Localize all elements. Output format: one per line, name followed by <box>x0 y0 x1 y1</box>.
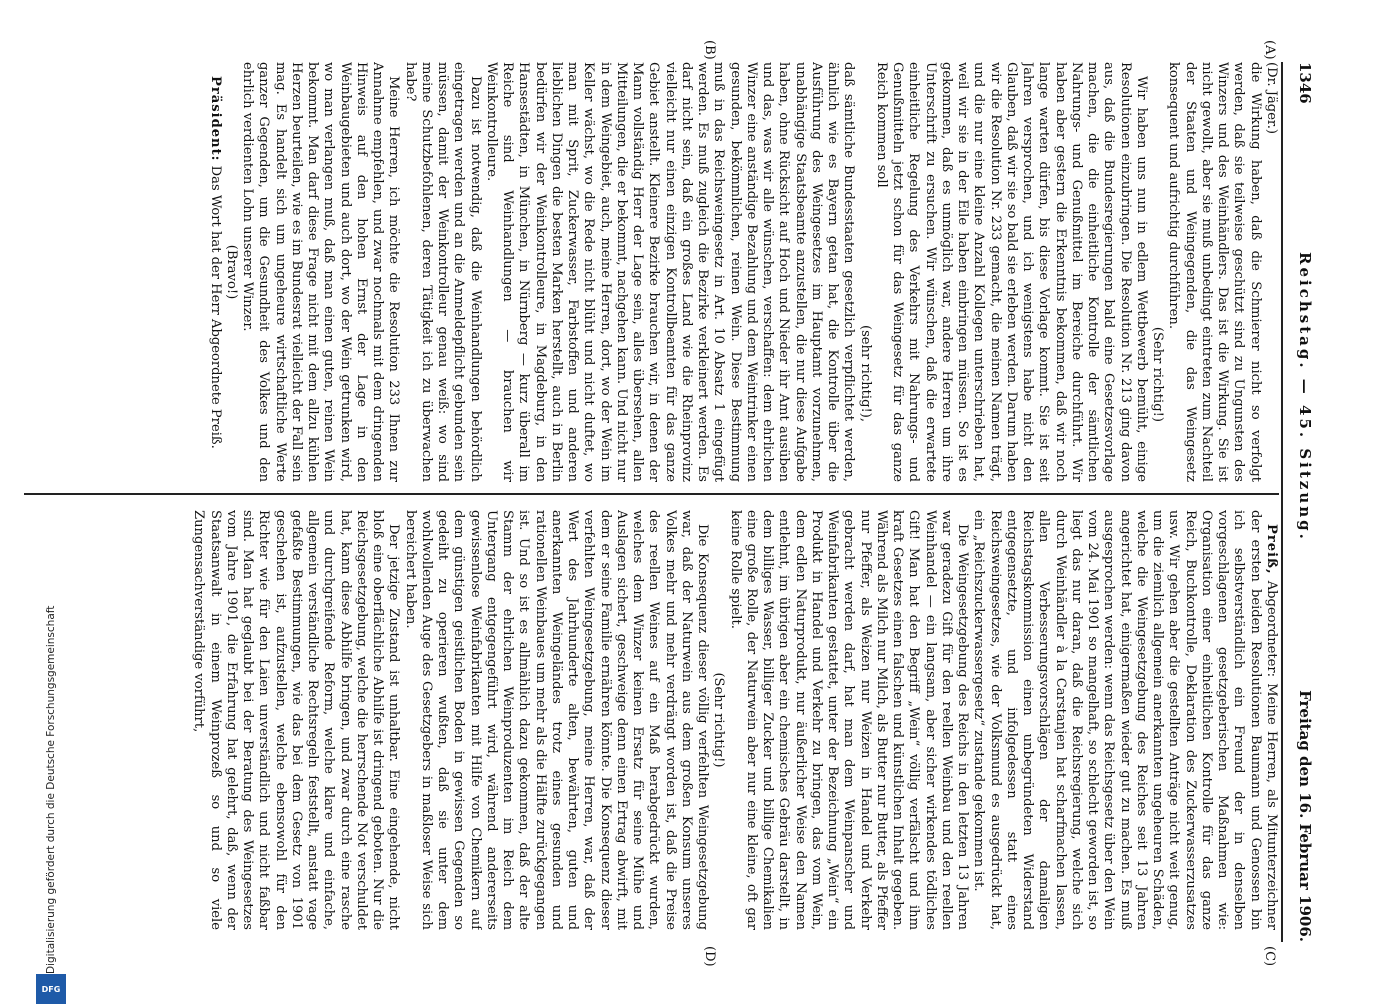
margin-mark-d: (D) <box>702 946 717 967</box>
paragraph: Dazu ist notwendig, daß die Weinhandlungen behördlich eingetragen werden und an die Anmeldepflicht gebunden sein müssen, damit der Weinkontrolleur genau weiß: wo sind meine Schutzbefohlenen, deren Tätigkeit ich zu überwachen habe? <box>402 62 483 482</box>
paragraph: Abgeordneter: Meine Herren, als Mitunterzeichner der ersten beiden Resolutionen Baumann und Genossen bin ich selbstverständlich ein Freund der in denselben vorgeschlagenen gesetzgeberischen Maßnahmen wie: Organisation einer einheitlichen Kontrolle für das ganze Reich, Buchkontrolle, Deklaration des Zuckerwasserzusatzes usw. Wir gehen aber die gestellten Anträge nicht weit genug, um die ziemlich allgemein anerkannten ungeheuren Schäden, welche die Weingesetzgebung des Reiches seit 13 Jahren angerichtet hat, einigermaßen wieder gut zu machen. Es muß ausgesprochen werden: wenn das Reichsgesetz über den Wein vom 24. Mai 1901 so mangelhaft, so schlecht geworden ist, so liegt das nur daran, daß die Reichsregierung, welche sich durch Weinhändler à la Carstanjen hat scharfmachen lassen, allen Verbesserungsvorschlägen der damaligen Reichstagskommission einen unbegründeten Widerstand entgegensetzte, und infolgedessen statt eines Reichsweingesetzes, wie der Volksmund es ausgedrückt hat, ein „Reichszuckerwassergesetz“ zustande gekommen ist. <box>971 510 1279 930</box>
left-column <box>27 62 1279 482</box>
paragraph: Die Weingesetzgebung des Reichs in den letzten 13 Jahren war geradezu Gift für den reellen Weinbau und den reellen Weinhandel — ein langsam, aber sicher wirkendes tödliches Gift! Man hat den Begriff „Wein“ völlig verfälscht und ihm kraft Gesetzes einen falschen und künstlichen Inhalt gegeben. Während als Milch nur Milch, als Butter nur Butter, als Pfeffer nur Pfeffer, als Weizen nur Weizen in Handel und Verkehr gebracht werden darf, hat man dem Weinpanscher und Weinfabrikanten gestattet, unter der Bezeichnung „Wein“ ein Produkt in Handel und Verkehr zu bringen, das vom Wein, dem edlen Naturprodukt, nur äußerlicher Weise den Namen entlehnt, im übrigen aber ein chemisches Gebräu darstellt, in dem billiges Wasser, billiger Zucker und billige Chemikalien eine große Rolle, der Naturwein aber nur eine kleine, oft gar keine Rolle spielt. <box>727 510 971 930</box>
speaker-label: Preiß, <box>1264 524 1279 575</box>
running-title: Reichstag. — 45. Sitzung. <box>1296 252 1314 542</box>
interjection: (sehr richtig!), <box>857 324 873 422</box>
paragraph: Meine Herren, ich möchte die Resolution 233 Ihnen zur Annahme empfehlen, und zwar nochmals mit dem dringenden Hinweis auf den hohen Ernst der Lage in den Weinbaugebieten und auch dort, wo der Wein getrunken wird, wo man verlangen muß, daß man einen guten, reinen Wein bekommt. Man darf diese Frage nicht mit dem allzu kühlen Herzen beurteilen, wie es im Bundesrat vielleicht der Fall sein mag. Es handelt sich um ungeheure wirtschaftliche Werte ganzer Gegenden, um die Gesundheit des Volkes und den ehrlich verdienten Lohn unserer Winzer. <box>240 62 402 482</box>
margin-mark-b: (B) <box>702 40 717 60</box>
margin-mark-a: (A) <box>1262 40 1277 60</box>
page-header <box>1285 62 1325 942</box>
paragraph: Das Wort hat der Herr Abgeordnete Preiß. <box>207 165 223 449</box>
interjection: (Bravo!) <box>224 244 239 300</box>
paragraph: die Wirkung haben, daß die Schmierer nicht so verfolgt werden, daß sie teilweise geschützt sind zu Ungunsten des Winzers und des Weinhändlers. Das ist die Wirkung. Sie ist nicht gewollt, aber sie muß unbedingt eintreten zum Nachteil der Staaten und Weingegenden, die das Weingesetz konsequent und aufrichtig durchführen. <box>1166 62 1263 482</box>
paragraph: Der jetzige Zustand ist unhaltbar. Eine eingehende, nicht bloß eine oberflächliche Abhilfe ist dringend geboten. Nur die Reichsgesetzgebung, welche die herrschende Not verschuldet hat, kann diese Abhilfe bringen, und zwar durch eine rasche und durchgreifende Reform, welche klare und einfache, allgemein verständliche Rechtsregeln feststellt, anstatt vage gefaßte Bestimmungen, wie das bei dem Gesetz von 1901 geschehen ist, aufzustellen, welche ebensowohl für den Richter wie für den Laien unverständlich und nicht faßbar sind. Man hat geglaubt bei der Beratung des Weingesetzes vom Jahre 1901, die Erfahrung hat gelehrt, daß, wenn der Staatsanwalt in einem Weinprozeß so und so viele Zungensachverständige vorführt, <box>191 510 402 930</box>
paragraph: daß sämtliche Bundesstaaten gesetzlich verpflichtet werden, ähnlich wie es Bayern getan hat, die Kontrolle über die Ausführung des Weingesetzes im Hauptamt vorzunehmen, unabhängige Staatsbeamte anzustellen, die nur diese Aufgabe haben, ohne Rücksicht auf Hoch und Nieder ihr Amt ausüben und das, was wir alle wünschen, verschaffen: dem ehrlichen Winzer eine anständige Bezahlung und dem Weintrinker einen gesunden, bekömmlichen, reinen Wein. Diese Bestimmung muß in das Reichsweingesetz in Art. 10 Absatz 1 eingefügt werden. Es muß zugleich die Bezirke verkleinert werden. Es darf nicht sein, daß ein großes Land wie die Rheinprovinz vielleicht nur einen einzigen Kontrollbeamten für das ganze Gebiet anstellt. Kleinere Bezirke brauchen wir, in denen der Mann vollständig Herr der Lage sein, alles übersehen, allen Mitteilungen, die er bekommt, nachgehen kann. Und nicht nur in dem Weingebiet, auch, meine Herren, dort, wo der Wein im Keller wächst, wo die Rede nicht blüht und nicht duftet, wo man mit Sprit, Zuckerwasser, Farbstoffen und anderen lieblichen Dingen die besten Marken herstellt, auch in Berlin bedürfen wir der Weinkontrolleure, in Magdeburg, in den Hansestädten, in München, in Nürnberg — kurz überall im Reiche sind Weinhandlungen — brauchen wir Weinkontrolleure. <box>484 62 857 482</box>
session-date: Freitag den 16. Februar 1906. <box>1296 690 1314 942</box>
interjection: (Sehr richtig!) <box>1150 326 1166 422</box>
digitization-note-text: Digitalisierung gefördert durch die Deutsche Forschungsgemeinschaft <box>45 605 57 974</box>
paragraph: Die Konsequenz dieser völlig verfehlten Weingesetzgebung war, daß der Naturwein aus dem großen Konsum unseres Volkes mehr und mehr verdrängt worden ist, daß die Preise des reellen Weines auf ein Maß herabgedrückt wurden, welches dem Winzer keinen Ersatz für seine Mühe und Auslagen sichert, geschweige denn einen Ertrag abwirft, mit dem er seine Familie ernähren könnte. Die Konsequenz dieser verfehlten Weingesetzgebung, meine Herren, war, daß der Wert des Jahrhunderte alten, bewährten, guten und anerkannten Weingeländes trotz eines gesunden und rationellen Weinbaues um mehr als die Hälfte zurückgegangen ist. Und so ist es allmählich dazu gekommen, daß der alte Stamm der ehrlichen Weinproduzenten im Reich dem Untergang entgegengeführt wird, während andererseits gewissenlose Weinfabrikanten mit Hilfe von Chemikern auf dem günstigen geistlichen Boden in gewissen Gegenden so gedeiht zu operieren wußten, daß sie unter dem wohlwollenden Auge des Gesetzgebers in maßloser Weise sich bereichert haben. <box>402 510 711 930</box>
margin-mark-c: (C) <box>1262 946 1277 967</box>
dfg-logo: DFG <box>36 974 66 1004</box>
paragraph: Wir haben uns nun in edlem Wettbewerb bemüht, einige Resolutionen einzubringen. Die Resolution Nr. 213 ging davon aus, daß die Bundesregierungen bald eine Gesetzesvorlage machen, die die einheitliche Kontrolle der sämtlichen Nahrungs- und Genußmittel im Bereiche durchführt. Wir haben aber gestern die Erkenntnis bekommen, daß wir noch lange warten dürfen, bis diese Vorlage kommt. Sie ist seit Jahren versprochen, und ich wenigstens habe nicht den Glauben, daß wir sie so bald sie erleben werden. Darum haben wir die Resolution Nr. 233 gemacht, die meinen Namen trägt, und die nur eine kleine Anzahl Kollegen unterschrieben hat, weil wir sie in der Eile haben einbringen müssen. So ist es gekommen, daß es unmöglich war, andere Herren um ihre Unterschrift zu ersuchen. Wir wünschen, daß die erwartete einheitliche Regelung des Verkehrs mit Nahrungs- und Genußmitteln jetzt schon für das Weingesetz für das ganze Reich kommen soll <box>874 62 1149 482</box>
speaker-continuation: (Dr. Jäger.) <box>1264 62 1279 135</box>
interjection: (Sehr richtig!) <box>711 672 727 768</box>
column-divider <box>24 493 1279 495</box>
header-rule <box>1281 62 1283 942</box>
right-column <box>27 510 1279 930</box>
page-number: 1346 <box>1296 62 1314 104</box>
speaker-label: Präsident: <box>207 76 223 162</box>
